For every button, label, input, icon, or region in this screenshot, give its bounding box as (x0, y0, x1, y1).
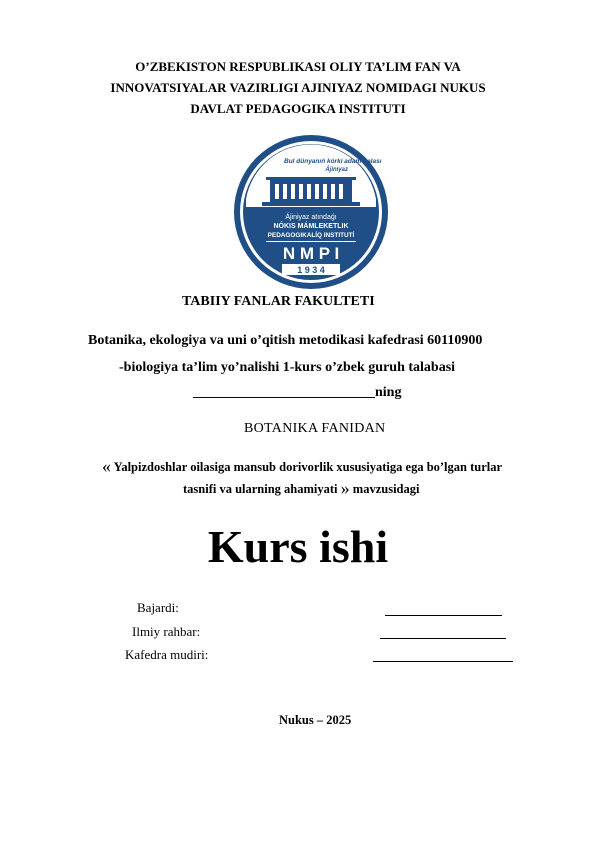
signature-label-performer: Bajardi: (137, 600, 179, 615)
subject-title: BOTANIKA FANIDAN (244, 421, 386, 436)
signature-line-head (373, 661, 513, 662)
logo-year: 1 9 3 4 (297, 265, 325, 275)
open-quote: « (102, 456, 111, 476)
topic-line-2 (183, 478, 419, 499)
ministry-line-2: INNOVATSIYALAR VAZIRLIGI AJINIYAZ NOMIDAGI NUKUS (110, 80, 486, 95)
logo-motto-author: Ájiniyaz (325, 167, 348, 173)
topic-text-1: Yalpizdoshlar oilasiga mansub dorivorlik xususiyatiga ega bo’lgan turlar (113, 460, 503, 474)
signature-label-supervisor: Ilmiy rahbar: (132, 624, 201, 639)
topic-text-2: tasnifi va ularning ahamiyati (183, 482, 338, 496)
city-year: Nukus – 2025 (279, 713, 352, 727)
institute-name: DAVLAT PEDAGOGIKA INSTITUTI (190, 101, 406, 116)
department-line-2: -biologiya ta’lim yo’nalishi 1-kurs o’zbek guruh talabasi (119, 360, 456, 375)
signature-line-supervisor (380, 638, 506, 639)
student-name-line: __________________________ning (193, 385, 402, 400)
logo-line-1: Ájiniyaz atındaǵı (285, 214, 337, 221)
signature-line-performer (385, 615, 502, 616)
topic-suffix: mavzusidagi (352, 482, 420, 496)
signature-label-head: Kafedra mudiri: (125, 647, 209, 662)
department-line-1: Botanika, ekologiya va uni o’qitish metodikasi kafedrasi 60110900 (88, 333, 483, 348)
ministry-line-1: O’ZBEKISTON RESPUBLIKASI OLIY TA’LIM FAN VA (135, 59, 461, 74)
close-quote: » (340, 478, 350, 498)
logo-line-2: NÓKIS MÁMLEKETLIK (273, 223, 349, 230)
faculty-name: TABIIY FANLAR FAKULTETI (182, 294, 375, 309)
logo-letters: N M P I (282, 244, 340, 263)
document-title: Kurs ishi (207, 521, 389, 572)
institute-logo (232, 133, 390, 291)
logo-line-3: PEDAGOGIKALÍQ INSTITUTÍ (267, 232, 355, 239)
topic-line-1 (102, 456, 502, 477)
logo-motto: Bul dünyanıń kórki adam balası (284, 158, 382, 165)
